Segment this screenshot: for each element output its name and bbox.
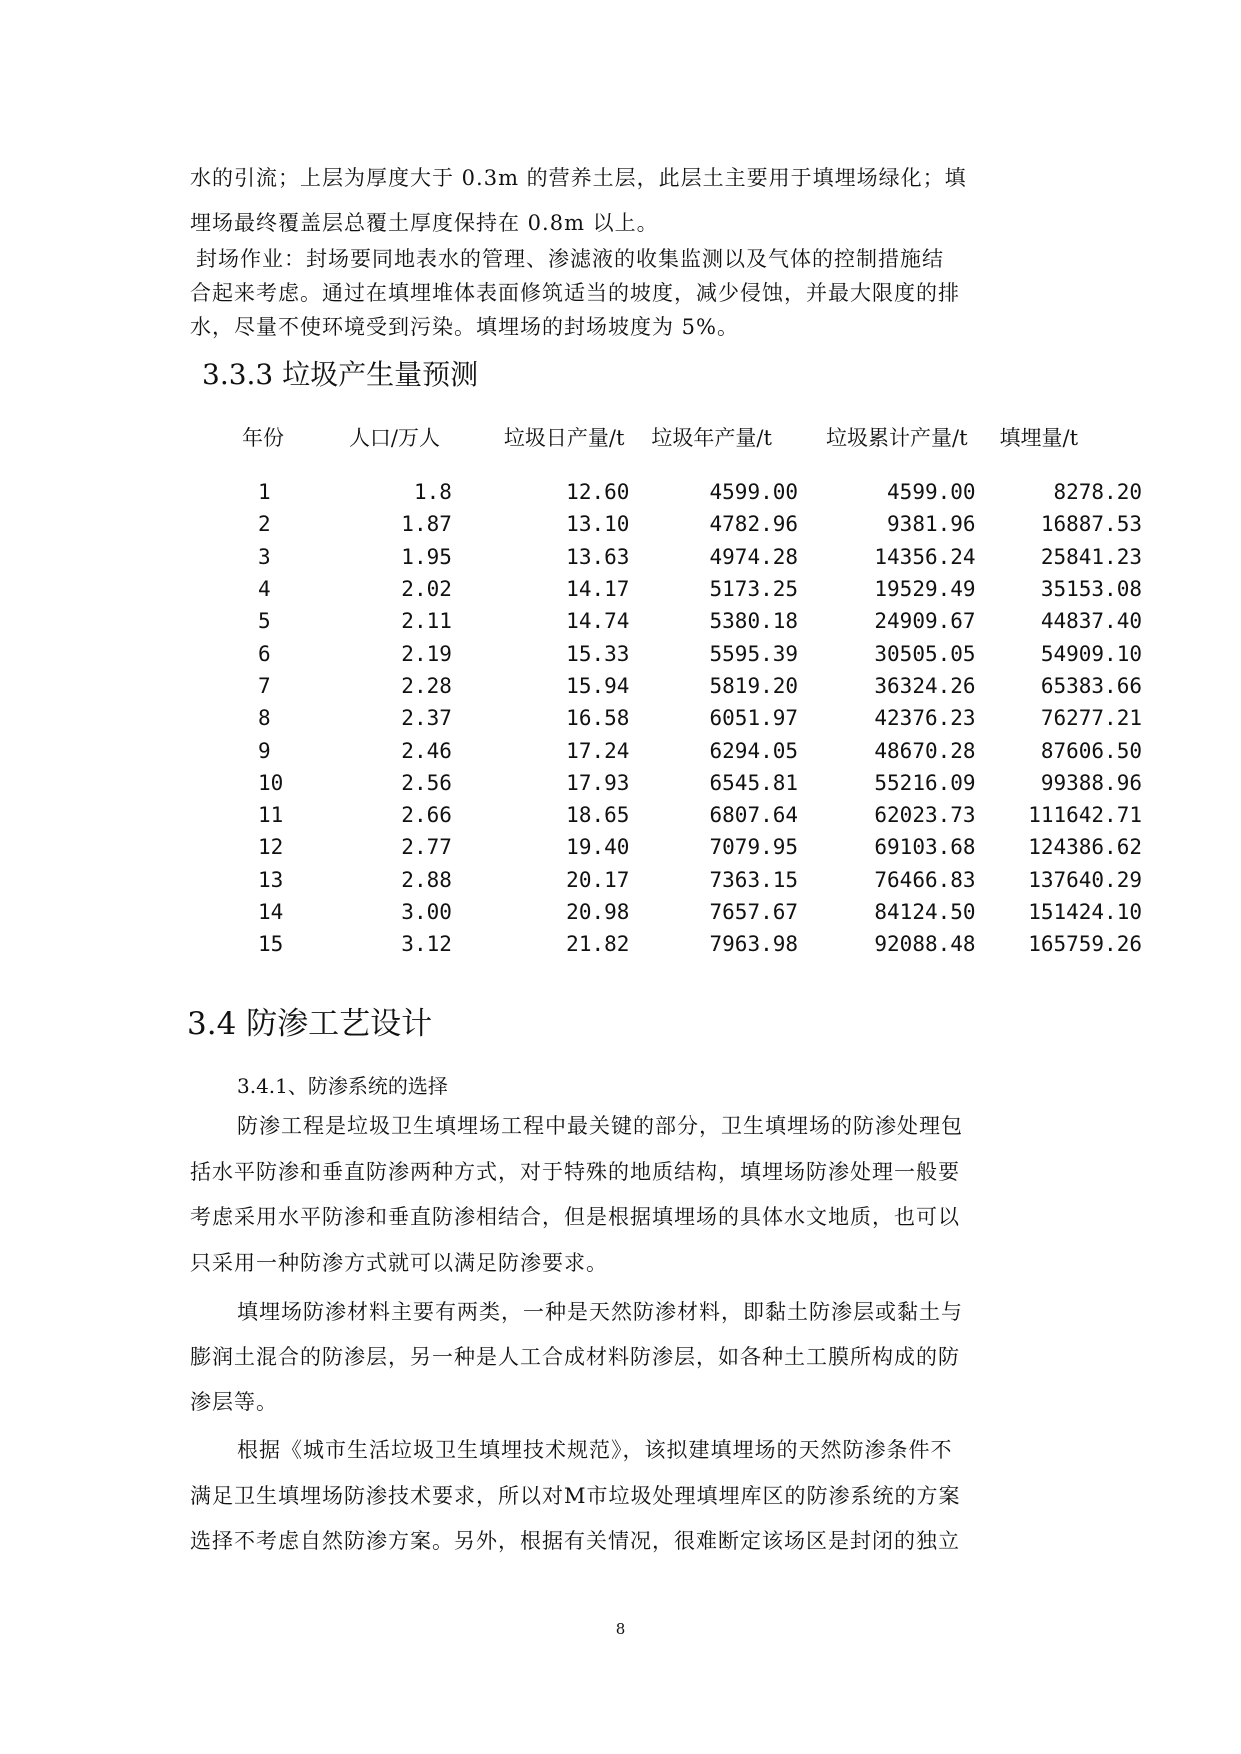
table-cell: 15.33 <box>566 641 630 666</box>
body-p2-line-1: 填埋场防渗材料主要有两类，一种是天然防渗材料，即黏土防渗层或黏土与 <box>237 1300 963 1324</box>
intro-line-5: 水，尽量不使环境受到污染。填埋场的封场坡度为 5%。 <box>190 315 739 339</box>
header-year: 年份 <box>242 426 284 450</box>
table-cell: 17.93 <box>566 770 630 795</box>
table-cell: 14.74 <box>566 609 630 634</box>
table-cell: 7963.98 <box>709 932 799 957</box>
intro-line-3: 封场作业：封场要同地表水的管理、渗滤液的收集监测以及气体的控制措施结 <box>196 247 944 271</box>
table-cell: 2.37 <box>401 706 452 731</box>
table-cell: 76277.21 <box>1040 706 1142 731</box>
page-number: 8 <box>615 1620 626 1638</box>
table-cell: 55216.09 <box>874 770 976 795</box>
table-cell: 14 <box>258 900 284 924</box>
table-cell: 25841.23 <box>1040 544 1142 569</box>
table-cell: 1.87 <box>401 512 452 537</box>
table-cell: 7657.67 <box>709 900 799 924</box>
table-cell: 9381.96 <box>887 512 976 537</box>
table-cell: 12.60 <box>566 480 630 505</box>
table-cell: 165759.26 <box>1028 932 1142 957</box>
table-cell: 14.17 <box>566 577 630 602</box>
intro-line-4: 合起来考虑。通过在填埋堆体表面修筑适当的坡度，减少侵蚀，并最大限度的排 <box>190 281 960 305</box>
table-cell: 151424.10 <box>1028 900 1142 924</box>
table-cell: 7363.15 <box>709 867 799 892</box>
table-cell: 8 <box>258 706 271 731</box>
table-cell: 7079.95 <box>709 835 799 860</box>
intro-line-1: 水的引流；上层为厚度大于 0.3m 的营养土层，此层土主要用于填埋场绿化；填 <box>190 166 967 190</box>
table-cell: 1.8 <box>413 480 452 505</box>
table-cell: 2.28 <box>401 673 452 698</box>
header-cumulative-output: 垃圾累计产量/t <box>826 426 968 450</box>
table-cell: 137640.29 <box>1028 867 1142 892</box>
table-row <box>230 637 1142 669</box>
table-cell: 11 <box>258 803 284 828</box>
table-cell: 48670.28 <box>874 738 976 763</box>
table-cell: 62023.73 <box>874 803 976 828</box>
table-row <box>230 767 1142 799</box>
table-cell: 5380.18 <box>709 609 799 634</box>
table-cell: 2.88 <box>401 867 452 892</box>
table-cell: 2.46 <box>401 738 452 763</box>
table-row <box>230 734 1142 766</box>
table-cell: 42376.23 <box>874 706 976 731</box>
table-cell: 10 <box>258 770 284 795</box>
table-cell: 16887.53 <box>1040 512 1142 537</box>
table-row <box>230 799 1142 831</box>
table-cell: 2.19 <box>401 641 452 666</box>
table-cell: 17.24 <box>566 738 630 763</box>
table-body <box>230 476 1142 960</box>
table-cell: 18.65 <box>566 803 630 828</box>
table-cell: 99388.96 <box>1040 770 1142 795</box>
table-row <box>230 864 1142 896</box>
table-cell: 20.98 <box>566 900 630 924</box>
table-cell: 9 <box>258 738 271 763</box>
body-p3-line-2: 满足卫生填埋场防渗技术要求，所以对M市垃圾处理填埋库区的防渗系统的方案 <box>190 1484 961 1508</box>
header-daily-output: 垃圾日产量/t <box>503 426 625 450</box>
table-cell: 5 <box>258 609 271 634</box>
table-cell: 2.02 <box>401 577 452 602</box>
table-row <box>230 573 1142 605</box>
table-cell: 6545.81 <box>709 770 799 795</box>
table-row <box>230 831 1142 863</box>
table-row <box>230 702 1142 734</box>
garbage-forecast-table <box>230 400 1142 960</box>
table-cell: 84124.50 <box>874 900 976 924</box>
table-cell: 4599.00 <box>709 480 799 505</box>
table-cell: 4599.00 <box>887 480 976 505</box>
table-cell: 15 <box>258 932 284 957</box>
table-row <box>230 670 1142 702</box>
table-cell: 4974.28 <box>709 544 799 569</box>
body-p1-line-2: 括水平防渗和垂直防渗两种方式，对于特殊的地质结构，填埋场防渗处理一般要 <box>190 1160 960 1184</box>
table-cell: 7 <box>258 673 271 698</box>
table-cell: 24909.67 <box>874 609 976 634</box>
table-row <box>230 476 1142 508</box>
table-cell: 13 <box>258 867 284 892</box>
table-cell: 30505.05 <box>874 641 976 666</box>
section-heading-3-4: 3.4 防渗工艺设计 <box>187 1006 433 1042</box>
table-cell: 2.77 <box>401 835 452 860</box>
table-cell: 16.58 <box>566 706 630 731</box>
table-cell: 19.40 <box>566 835 630 860</box>
table-cell: 3 <box>258 544 271 569</box>
table-row <box>230 605 1142 637</box>
table-cell: 35153.08 <box>1040 577 1142 602</box>
table-row <box>230 541 1142 573</box>
table-cell: 2 <box>258 512 271 537</box>
table-cell: 12 <box>258 835 284 860</box>
table-cell: 6051.97 <box>709 706 799 731</box>
table-cell: 5595.39 <box>709 641 799 666</box>
table-cell: 92088.48 <box>874 932 976 957</box>
table-cell: 15.94 <box>566 673 630 698</box>
body-p2-line-2: 膨润土混合的防渗层，另一种是人工合成材料防渗层，如各种土工膜所构成的防 <box>190 1345 960 1369</box>
table-cell: 21.82 <box>566 932 630 957</box>
table-cell: 76466.83 <box>874 867 976 892</box>
table-cell: 20.17 <box>566 867 630 892</box>
table-header-row <box>230 400 1142 476</box>
table-cell: 2.11 <box>401 609 452 634</box>
table-cell: 14356.24 <box>874 544 976 569</box>
header-annual-output: 垃圾年产量/t <box>651 426 772 450</box>
table-cell: 65383.66 <box>1040 673 1142 698</box>
table-cell: 6 <box>258 641 271 666</box>
table-cell: 6807.64 <box>709 803 799 828</box>
table-cell: 1 <box>258 480 271 505</box>
body-p3-line-3: 选择不考虑自然防渗方案。另外，根据有关情况，很难断定该场区是封闭的独立 <box>190 1529 960 1553</box>
table-cell: 8278.20 <box>1053 480 1142 505</box>
body-p1-line-4: 只采用一种防渗方式就可以满足防渗要求。 <box>190 1251 608 1275</box>
table-cell: 3.00 <box>401 900 452 924</box>
table-row <box>230 508 1142 540</box>
body-p2-line-3: 渗层等。 <box>190 1390 278 1414</box>
table-cell: 54909.10 <box>1040 641 1142 666</box>
table-cell: 124386.62 <box>1028 835 1142 860</box>
table-row <box>230 928 1142 960</box>
table-cell: 5173.25 <box>709 577 799 602</box>
table-cell: 5819.20 <box>709 673 799 698</box>
table-cell: 111642.71 <box>1028 803 1142 828</box>
table-cell: 44837.40 <box>1040 609 1142 634</box>
body-p1-line-1: 防渗工程是垃圾卫生填埋场工程中最关键的部分，卫生填埋场的防渗处理包 <box>237 1114 963 1138</box>
table-cell: 6294.05 <box>709 738 799 763</box>
table-cell: 2.56 <box>401 770 452 795</box>
table-cell: 13.63 <box>566 544 630 569</box>
table-cell: 69103.68 <box>874 835 976 860</box>
header-landfill-volume: 填埋量/t <box>999 426 1079 450</box>
section-heading-3-3-3: 3.3.3 垃圾产生量预测 <box>202 358 479 391</box>
table-cell: 3.12 <box>401 932 452 957</box>
body-p1-line-3: 考虑采用水平防渗和垂直防渗相结合，但是根据填埋场的具体水文地质，也可以 <box>190 1205 960 1229</box>
header-population: 人口/万人 <box>348 426 441 450</box>
table-cell: 1.95 <box>401 544 452 569</box>
table-cell: 4782.96 <box>709 512 799 537</box>
table-cell: 36324.26 <box>874 673 976 698</box>
table-cell: 87606.50 <box>1040 738 1142 763</box>
section-heading-3-4-1: 3.4.1、防渗系统的选择 <box>237 1074 448 1098</box>
table-cell: 2.66 <box>401 803 452 828</box>
table-cell: 13.10 <box>566 512 630 537</box>
table-row <box>230 896 1142 928</box>
table-cell: 19529.49 <box>874 577 976 602</box>
intro-line-2: 埋场最终覆盖层总覆土厚度保持在 0.8m 以上。 <box>190 211 659 235</box>
table-cell: 4 <box>258 577 271 602</box>
body-p3-line-1: 根据《城市生活垃圾卫生填埋技术规范》，该拟建填埋场的天然防渗条件不 <box>237 1438 953 1462</box>
